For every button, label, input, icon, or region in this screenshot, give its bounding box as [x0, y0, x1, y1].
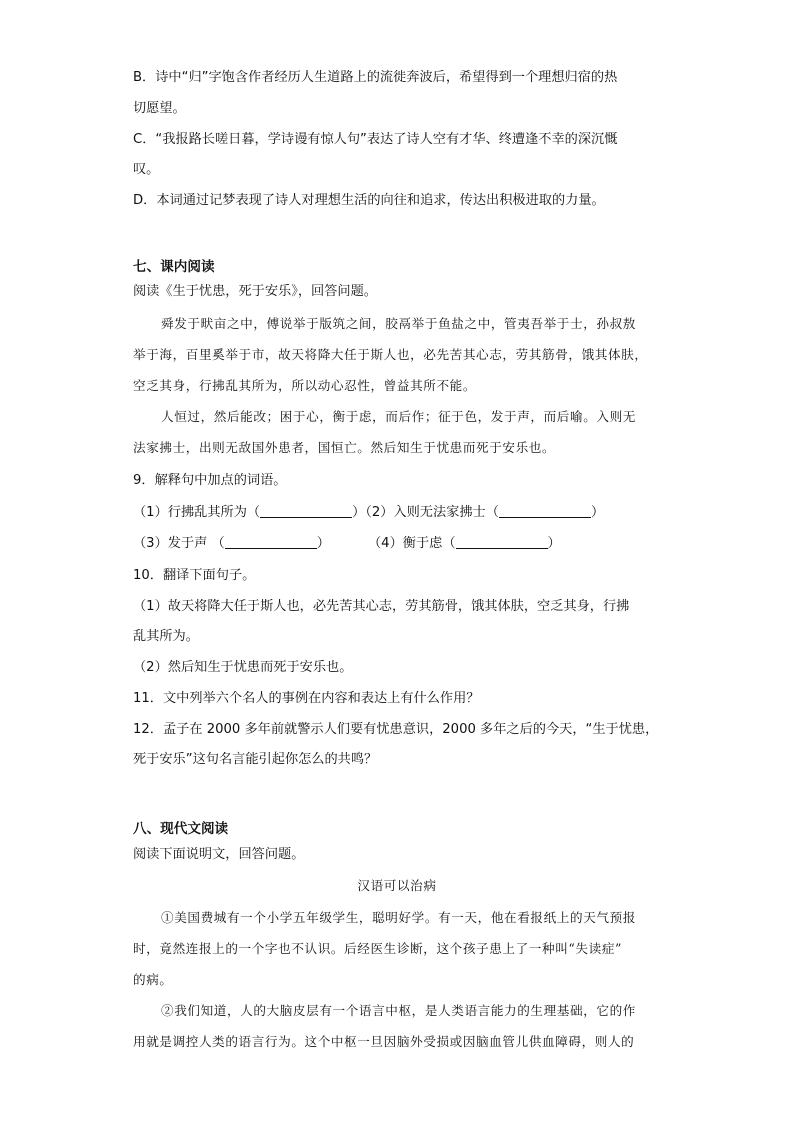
- q9-item4-blank[interactable]: [456, 534, 548, 549]
- section7-heading: 七、课内阅读: [133, 259, 215, 275]
- q9-item2-close: ）: [590, 505, 605, 520]
- question-12-line2: 死于安乐”这句名言能引起你怎么的共鸣？: [133, 752, 378, 767]
- article-title: 汉语可以治病: [357, 878, 437, 893]
- question-9-row2-right: [368, 534, 561, 554]
- passage7-line1: 舜发于畎亩之中，傅说举于版筑之间，胶鬲举于鱼盐之中，管夷吾举于士，孙叔敖: [161, 316, 636, 331]
- option-b-line2: 切愿望。: [133, 101, 186, 116]
- passage7-line3: 空乏其身，行拂乱其所为，所以动心忍性，曾益其所不能。: [133, 378, 477, 393]
- question-10-1-line2: 乱其所为。: [133, 629, 199, 644]
- question-9-row2: [133, 534, 330, 554]
- passage8-line4: ②我们知道，人的大脑皮层有一个语言中枢，是人类语言能力的生理基础，它的作: [161, 1003, 636, 1018]
- question-10-1-line1: （1）故天将降大任于斯人也，必先苦其心志，劳其筋骨，饿其体肤，空乏其身，行拂: [133, 599, 630, 614]
- question-9: 9．解释句中加点的词语。: [133, 473, 287, 488]
- section8-heading: 八、现代文阅读: [133, 821, 229, 837]
- passage7-line2: 举于海，百里奚举于市，故天将降大任于斯人也，必先苦其心志，劳其筋骨，饿其体肤，: [133, 347, 648, 362]
- passage8-line5: 用就是调控人类的语言行为。这个中枢一旦因脑外受损或因脑血管儿供血障碍，则人的: [133, 1034, 635, 1049]
- q9-item2-label: ）（2）入则无法家拂士（: [352, 505, 499, 520]
- q9-item4-close: ）: [547, 536, 561, 551]
- q9-item3-label: （3）发于声 （: [133, 536, 225, 551]
- passage8-line3: 的病。: [133, 972, 173, 987]
- q9-item1-blank[interactable]: [260, 503, 352, 518]
- question-9-row1: [133, 503, 604, 523]
- passage8-line2: 时，竟然连报上的一个字也不认识。后经医生诊断，这个孩子患上了一种叫“失读症”: [133, 941, 623, 956]
- option-c-line1: C．“我报路长嗟日暮，学诗谩有惊人句”表达了诗人空有才华、终遭逢不幸的深沉慨: [133, 132, 618, 147]
- section8-intro: 阅读下面说明文，回答问题。: [133, 847, 305, 862]
- question-12-line1: 12．孟子在 2000 多年前就警示人们要有忧患意识，2000 多年之后的今天，“生于忧患，: [133, 722, 659, 737]
- q9-item3-close: ）: [316, 536, 330, 551]
- passage7-line4: 人恒过，然后能改；困于心，衡于虑，而后作；征于色，发于声，而后喻。入则无: [161, 409, 636, 424]
- option-c-line2: 叹。: [133, 162, 160, 177]
- option-b-line1: B．诗中“归”字饱含作者经历人生道路上的流徙奔波后，希望得到一个理想归宿的热: [133, 70, 618, 85]
- q9-item4-label: （4）衡于虑（: [368, 536, 456, 551]
- q9-item3-blank[interactable]: [225, 534, 317, 549]
- question-10: 10．翻译下面句子。: [133, 568, 256, 583]
- q9-item2-blank[interactable]: [499, 503, 591, 518]
- option-d-line1: D．本词通过记梦表现了诗人对理想生活的向往和追求，传达出积极进取的力量。: [133, 193, 605, 208]
- question-11: 11．文中列举六个名人的事例在内容和表达上有什么作用？: [133, 691, 480, 706]
- question-10-2: （2）然后知生于忧患而死于安乐也。: [133, 660, 353, 675]
- passage8-line1: ①美国费城有一个小学五年级学生，聪明好学。有一天，他在看报纸上的天气预报: [161, 910, 636, 925]
- passage7-line5: 法家拂士，出则无敌国外患者，国恒亡。然后知生于忧患而死于安乐也。: [133, 440, 556, 455]
- q9-item1-label: （1）行拂乱其所为（: [133, 505, 261, 520]
- section7-intro: 阅读《生于忧患，死于安乐》，回答问题。: [133, 284, 377, 299]
